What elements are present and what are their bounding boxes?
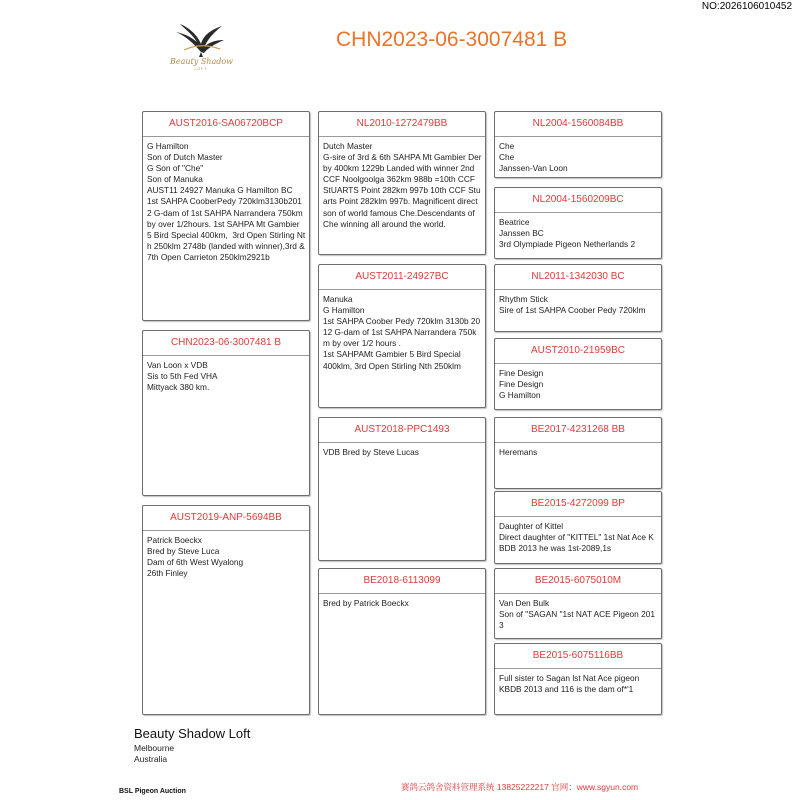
pedigree-card-ggp-3 [494, 264, 662, 332]
bird-logo-icon [170, 22, 232, 58]
card-ring-number: BE2015-6075116BB [495, 644, 661, 669]
pedigree-card-sire-dam [318, 264, 486, 408]
document-number: NO:2026106010452 [701, 1, 792, 12]
card-ring-number: NL2010-1272479BB [319, 112, 485, 137]
pedigree-card-dam-sire [318, 417, 486, 561]
pedigree-card-sire-sire [318, 111, 486, 255]
card-ring-number: BE2015-6075010M [495, 569, 661, 594]
card-details: Heremans [499, 447, 538, 457]
pedigree-card-ggp-5 [494, 417, 662, 489]
card-details: Dutch Master G-sire of 3rd & 6th SAHPA Mt Gambier Derby 400km 1229b Landed with winner 2nd CCF Noolgoolga 362km 988b =10th CCF StUARTS Point 282km 997b 10th CCF Stuarts Point 282klm 997b. Magnificent direct son of world famous Che.Descendants of Che winning all around the world. [323, 141, 482, 229]
card-details: Bred by Patrick Boeckx [323, 598, 409, 608]
card-ring-number: BE2015-4272099 BP [495, 492, 661, 517]
card-ring-number: CHN2023-06-3007481 B [143, 331, 309, 356]
card-details: Full sister to Sagan lst Nat Ace pigeon KBDB 2013 and 116 is the dam of*'1 [499, 673, 640, 695]
pedigree-card-subject [142, 330, 310, 496]
card-details: Van Den Bulk Son of "SAGAN "1st NAT ACE Pigeon 2013 [499, 598, 655, 631]
loft-country: Australia [134, 754, 168, 764]
card-ring-number: NL2004-1560209BC [495, 188, 661, 213]
card-ring-number: AUST2010-21959BC [495, 339, 661, 364]
system-credit: 赛鸽云鸽舍资料管理系统 13825222217 官网：www.sgyun.com [401, 782, 639, 792]
logo-text: Beauty Shadow [170, 57, 233, 66]
card-ring-number: AUST2016-SA06720BCP [143, 112, 309, 137]
card-ring-number: NL2004-1560084BB [495, 112, 661, 137]
pedigree-card-ggp-8 [494, 643, 662, 715]
card-ring-number: BE2017-4231268 BB [495, 418, 661, 443]
card-details: Fine Design Fine Design G Hamilton [499, 368, 544, 401]
card-ring-number: AUST2011-24927BC [319, 265, 485, 290]
pedigree-card-ggp-4 [494, 338, 662, 410]
loft-name: Beauty Shadow Loft [134, 726, 251, 741]
card-details: Patrick Boeckx Bred by Steve Luca Dam of 6th West Wyalong 26th Finley [147, 535, 244, 579]
auction-watermark: BSL Pigeon Auction [119, 788, 186, 795]
pedigree-card-ggp-1 [494, 111, 662, 178]
card-details: Manuka G Hamilton 1st SAHPA Coober Pedy 720klm 3130b 2012 G-dam of 1st SAHPA Narrandera 750km by over 1/2 hours . 1st SAHPAMt Gambier 5 Bird Special 400klm, 3rd Open Stirling Nth 250klm [323, 294, 481, 371]
pedigree-card-dam-dam [318, 568, 486, 715]
card-ring-number: AUST2019-ANP-5694BB [143, 506, 309, 531]
card-details: Che Che Janssen-Van Loon [499, 141, 568, 174]
loft-logo [170, 22, 232, 74]
page-title: CHN2023-06-3007481 B [336, 28, 568, 51]
card-ring-number: AUST2018-PPC1493 [319, 418, 485, 443]
card-ring-number: BE2018-6113099 [319, 569, 485, 594]
pedigree-card-ggp-2 [494, 187, 662, 259]
card-details: Van Loon x VDB Sis to 5th Fed VHA Mittyack 380 km. [147, 360, 218, 393]
logo-subtext: LOFT [194, 67, 208, 71]
card-ring-number: NL2011-1342030 BC [495, 265, 661, 290]
card-details: G Hamilton Son of Dutch Master G Son of "Che" Son of Manuka AUST11 24927 Manuka G Hamilton BC 1st SAHPA CooberPedy 720klm3130b2012 G-dam of 1st SAHPA Narrandera 750km by over 1/2hours. 1st SAHPA Mt Gambier 5 Bird Special 400km, 3rd Open Stirling Nth 250klm 2748b (landed with winner),3rd & 7th Open Carrieton 250klm2921b [147, 141, 306, 262]
pedigree-card-ggp-6 [494, 491, 662, 564]
card-details: Rhythm Stick Sire of 1st SAHPA Coober Pedy 720klm [499, 294, 646, 316]
card-details: VDB Bred by Steve Lucas [323, 447, 419, 457]
pedigree-card-ggp-7 [494, 568, 662, 639]
pedigree-card-dam [142, 505, 310, 715]
pedigree-card-sire [142, 111, 310, 321]
card-details: Beatrice Janssen BC 3rd Olympiade Pigeon Netherlands 2 [499, 217, 636, 250]
card-details: Daughter of Kittel Direct daughter of "KITTEL" 1st Nat Ace KBDB 2013 he was 1st-2089,1s [499, 521, 654, 554]
loft-city: Melbourne [134, 743, 175, 753]
